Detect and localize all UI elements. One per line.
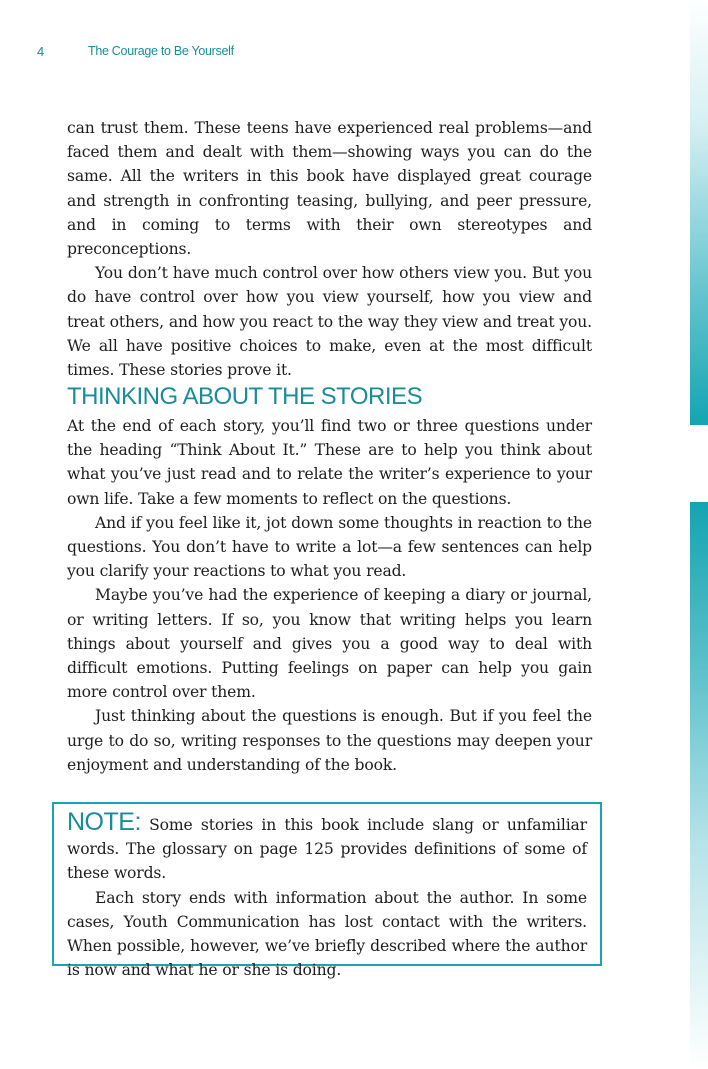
- section-paragraph: And if you feel like it, jot down some thoughts in reaction to the questions. You don’t have to write a lot—a few sentences can help you clarify your reactions to what you read.: [67, 513, 592, 581]
- intro-paragraph: can trust them. These teens have experienced real problems—and faced them and dealt with them—showing ways you can do the same. All the writers in this book have displayed great courage and strength in confronting teasing, bullying, and peer pressure, and in coming to terms with their own stereotypes and preconceptions.: [67, 119, 592, 259]
- section-paragraph: At the end of each story, you’ll find two or three questions under the heading “Think About It.” These are to help you think about what you’ve just read and to relate the writer’s experience to your own life. Take a few moments to reflect on the questions.: [67, 417, 592, 508]
- intro-paragraph: You don’t have much control over how others view you. But you do have control over how you view yourself, how you view and treat others, and how you react to the way they view and treat you. We all have positive choices to make, even at the most difficult times. These stories prove it.: [67, 264, 592, 380]
- note-box: [52, 802, 602, 980]
- section-text-block: [67, 414, 592, 777]
- note-first-text: Some stories in this book include slang or unfamiliar words. The glossary on page 125 provides definitions of some of these words.: [67, 816, 587, 883]
- note-second-paragraph: Each story ends with information about the author. In some cases, Youth Communication has lost contact with the writers. When possible, however, we’ve briefly described where the author is now and what he or she is doing.: [67, 888, 587, 980]
- running-head: The Courage to Be Yourself: [88, 44, 234, 58]
- section-paragraph: Maybe you’ve had the experience of keeping a diary or journal, or writing letters. If so, you know that writing helps you learn things about yourself and gives you a good way to deal with difficult emotions. Putting feelings on paper can help you gain more control over them.: [67, 586, 592, 702]
- section-paragraph: Just thinking about the questions is enough. But if you feel the urge to do so, writing responses to the questions may deepen your enjoyment and understanding of the book.: [67, 707, 592, 774]
- note-label: NOTE:: [67, 808, 141, 836]
- intro-text-block: [67, 116, 592, 382]
- page-number: 4: [37, 44, 45, 59]
- decorative-side-bar-top: [690, 0, 708, 425]
- decorative-side-bar-bottom: [690, 502, 708, 1069]
- section-heading: THINKING ABOUT THE STORIES: [67, 383, 423, 410]
- note-first-paragraph: [67, 808, 587, 886]
